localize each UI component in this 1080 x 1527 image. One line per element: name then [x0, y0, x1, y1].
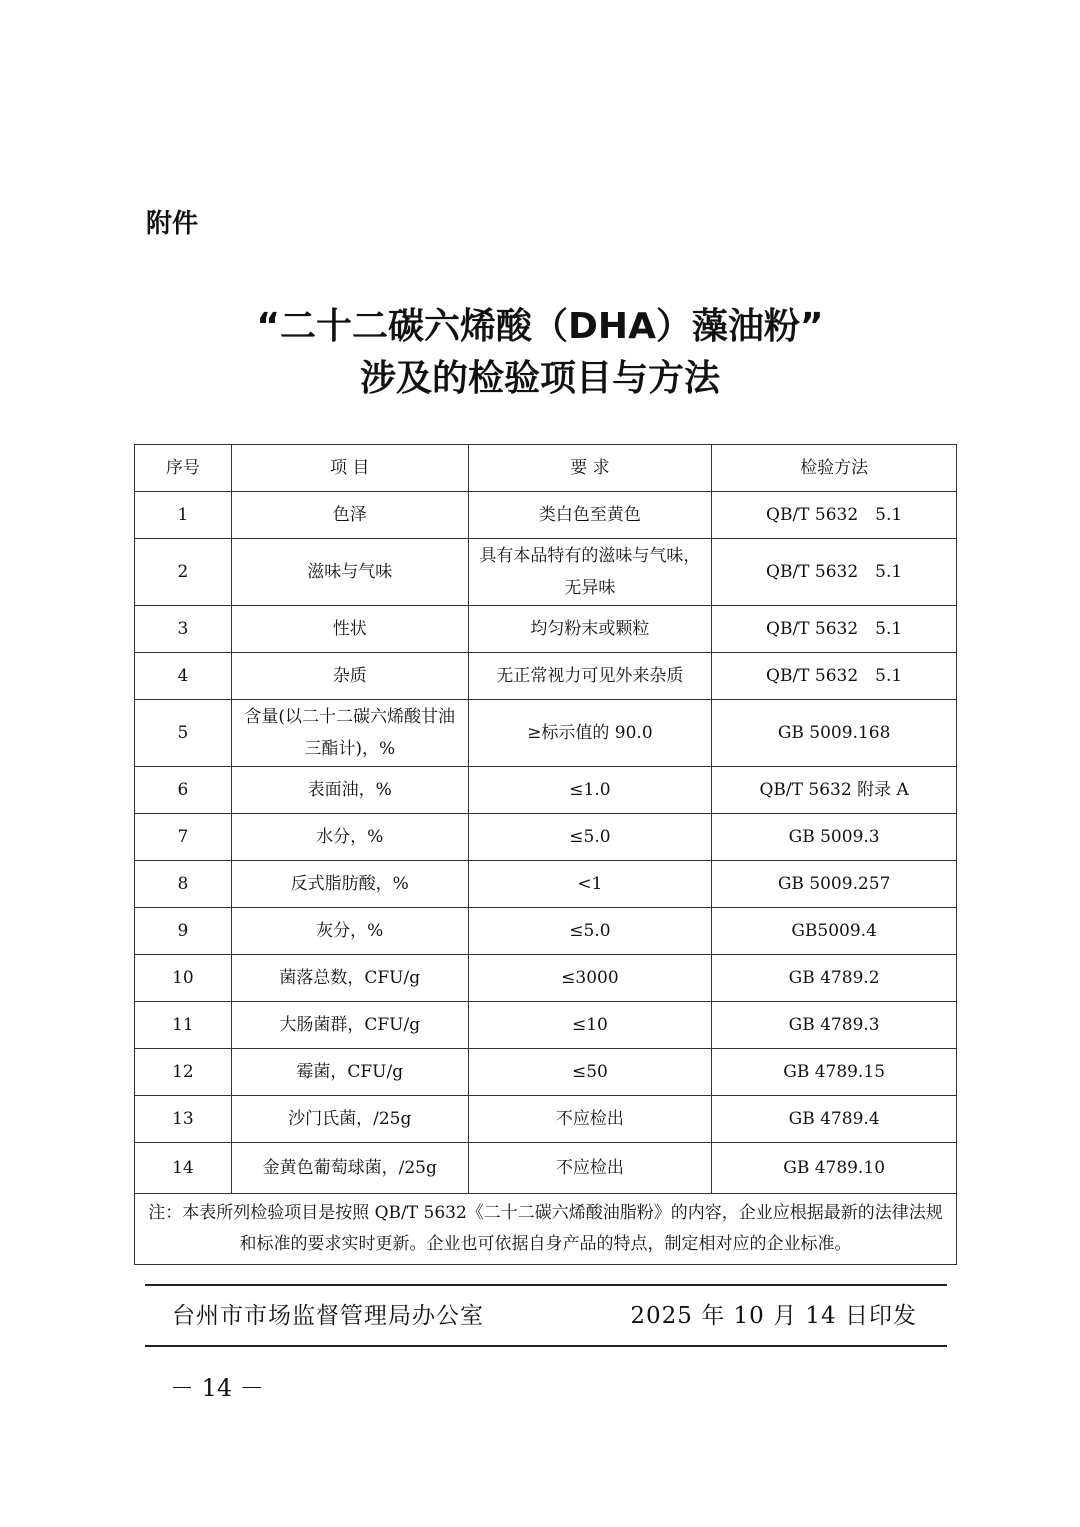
cell-method: QB/T 5632 附录 A [712, 767, 957, 814]
cell-requirement: ≤5.0 [468, 908, 712, 955]
issue-date: 2025 年 10 月 14 日印发 [630, 1303, 917, 1329]
cell-requirement: 具有本品特有的滋味与气味，无异味 [468, 539, 712, 606]
cell-requirement: 类白色至黄色 [468, 492, 712, 539]
table-row [135, 1002, 957, 1049]
table-row [135, 1049, 957, 1096]
cell-index: 12 [135, 1049, 232, 1096]
attachment-label: 附件 [146, 209, 199, 239]
document-title-line1: “二十二碳六烯酸（DHA）藻油粉” [256, 306, 824, 347]
cell-index: 8 [135, 861, 232, 908]
document-title-line2: 涉及的检验项目与方法 [359, 358, 720, 399]
cell-item: 反式脂肪酸，% [231, 861, 468, 908]
cell-requirement: ≤3000 [468, 955, 712, 1002]
cell-index: 7 [135, 814, 232, 861]
cell-index: 13 [135, 1096, 232, 1143]
table-row [135, 908, 957, 955]
cell-requirement: 不应检出 [468, 1143, 712, 1194]
cell-method: GB 5009.3 [712, 814, 957, 861]
cell-index: 14 [135, 1143, 232, 1194]
table-row [135, 606, 957, 653]
cell-requirement: <1 [468, 861, 712, 908]
table-row [135, 1096, 957, 1143]
footer-bottom-rule [145, 1345, 947, 1347]
cell-method: GB 4789.10 [712, 1143, 957, 1194]
header-method: 检验方法 [712, 445, 957, 492]
cell-index: 4 [135, 653, 232, 700]
cell-requirement: 不应检出 [468, 1096, 712, 1143]
cell-item: 滋味与气味 [231, 539, 468, 606]
table-row [135, 955, 957, 1002]
cell-item: 含量(以二十二碳六烯酸甘油三酯计)，% [231, 700, 468, 767]
header-requirement: 要 求 [468, 445, 712, 492]
cell-index: 11 [135, 1002, 232, 1049]
inspection-table [134, 444, 957, 1265]
cell-method: QB/T 5632 5.1 [712, 539, 957, 606]
table-row [135, 861, 957, 908]
cell-item: 性状 [231, 606, 468, 653]
cell-item: 灰分，% [231, 908, 468, 955]
cell-index: 10 [135, 955, 232, 1002]
table-row [135, 767, 957, 814]
table-header-row [135, 445, 957, 492]
table-row [135, 700, 957, 767]
cell-method: GB 5009.257 [712, 861, 957, 908]
cell-index: 2 [135, 539, 232, 606]
cell-item: 沙门氏菌，/25g [231, 1096, 468, 1143]
cell-requirement: ≤50 [468, 1049, 712, 1096]
cell-method: GB 5009.168 [712, 700, 957, 767]
cell-method: GB5009.4 [712, 908, 957, 955]
header-item: 项 目 [231, 445, 468, 492]
cell-method: QB/T 5632 5.1 [712, 606, 957, 653]
cell-requirement: 无正常视力可见外来杂质 [468, 653, 712, 700]
cell-index: 9 [135, 908, 232, 955]
cell-item: 表面油，% [231, 767, 468, 814]
cell-item: 菌落总数，CFU/g [231, 955, 468, 1002]
cell-item: 大肠菌群，CFU/g [231, 1002, 468, 1049]
cell-method: QB/T 5632 5.1 [712, 653, 957, 700]
cell-requirement: 均匀粉末或颗粒 [468, 606, 712, 653]
cell-item: 霉菌，CFU/g [231, 1049, 468, 1096]
table-row [135, 492, 957, 539]
table-body [135, 492, 957, 1194]
cell-method: QB/T 5632 5.1 [712, 492, 957, 539]
cell-item: 色泽 [231, 492, 468, 539]
cell-requirement: ≥标示值的 90.0 [468, 700, 712, 767]
table-row [135, 539, 957, 606]
cell-requirement: ≤1.0 [468, 767, 712, 814]
cell-method: GB 4789.2 [712, 955, 957, 1002]
cell-item: 杂质 [231, 653, 468, 700]
footer-top-rule [145, 1284, 947, 1286]
cell-method: GB 4789.15 [712, 1049, 957, 1096]
cell-method: GB 4789.4 [712, 1096, 957, 1143]
table-note: 注：本表所列检验项目是按照 QB/T 5632《二十二碳六烯酸油脂粉》的内容，企业应根据最新的法律法规和标准的要求实时更新。企业也可依据自身产品的特点，制定相对应的企业标准。 [135, 1194, 957, 1265]
cell-index: 6 [135, 767, 232, 814]
page-number: － 14 － [170, 1374, 264, 1402]
header-index: 序号 [135, 445, 232, 492]
cell-method: GB 4789.3 [712, 1002, 957, 1049]
cell-item: 水分，% [231, 814, 468, 861]
table-row [135, 1143, 957, 1194]
cell-index: 5 [135, 700, 232, 767]
cell-index: 3 [135, 606, 232, 653]
cell-index: 1 [135, 492, 232, 539]
issuer: 台州市市场监督管理局办公室 [172, 1303, 484, 1329]
cell-item: 金黄色葡萄球菌，/25g [231, 1143, 468, 1194]
cell-requirement: ≤5.0 [468, 814, 712, 861]
table-row [135, 814, 957, 861]
cell-requirement: ≤10 [468, 1002, 712, 1049]
table-row [135, 653, 957, 700]
